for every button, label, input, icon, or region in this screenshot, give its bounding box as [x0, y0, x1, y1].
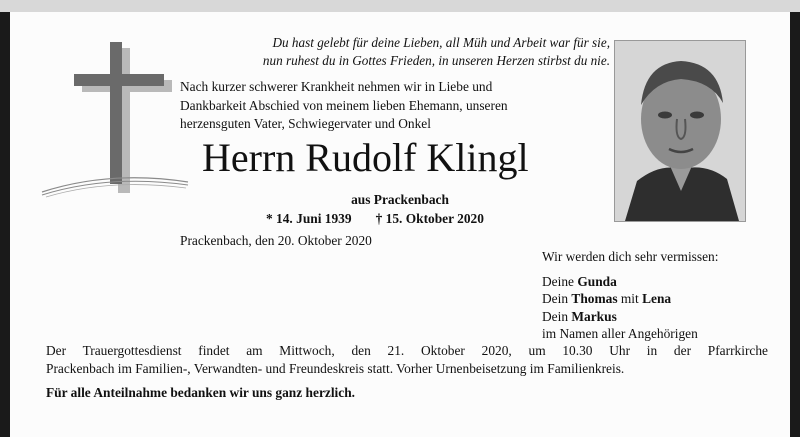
deceased-name: Herrn Rudolf Klingl	[202, 135, 529, 180]
mourner-name: Lena	[642, 291, 672, 307]
place-and-date: Prackenbach, den 20. Oktober 2020	[180, 233, 372, 248]
mourner-name: Markus	[571, 308, 617, 324]
mourners-heading: Wir werden dich sehr vermissen:	[542, 249, 719, 264]
cross-icon-horizontal-beam	[74, 74, 164, 86]
poem-line: Du hast gelebt für deine Lieben, all Müh und Arbeit war für sie,	[272, 35, 610, 50]
mourner-name: Gunda	[577, 274, 617, 290]
top-cropped-strip	[0, 0, 800, 12]
portrait-photo	[614, 40, 746, 222]
mourner-line	[542, 273, 782, 290]
life-dates	[266, 211, 586, 227]
obituary-notice	[10, 12, 790, 437]
poem-verse	[180, 34, 610, 69]
portrait-image	[615, 41, 745, 221]
mourner-prefix: Deine	[542, 274, 574, 290]
intro-line: herzensguten Vater, Schwiegervater und Onkel	[180, 116, 431, 131]
intro-line: Dankbarkeit Abschied von meinem lieben Ehemann, unseren	[180, 97, 508, 113]
death-date: † 15. Oktober 2020	[375, 211, 484, 226]
mourner-line	[542, 308, 782, 325]
thanks-line: Für alle Anteilnahme bedanken wir uns ganz herzlich.	[46, 385, 356, 400]
mourner-prefix: Dein	[542, 291, 569, 307]
mourner-name: Thomas	[571, 291, 618, 307]
mourner-joiner: mit	[620, 291, 639, 307]
intro-text	[180, 78, 620, 134]
poem-line: nun ruhest du in Gottes Frieden, in unseren Herzen stirbst du nie.	[262, 52, 610, 68]
mourners-list	[542, 248, 782, 342]
horizon-lines-icon	[40, 162, 190, 198]
mourner-line	[542, 290, 782, 307]
deceased-origin: aus Prackenbach	[351, 192, 449, 207]
service-line: Prackenbach im Familien-, Verwandten- und Freundeskreis statt. Vorher Urnenbeisetzung im Familienkreis.	[46, 361, 625, 376]
mourner-prefix: Dein	[542, 308, 569, 324]
mourners-closing: im Namen aller Angehörigen	[542, 325, 698, 341]
service-line: Der Trauergottesdienst findet am Mittwoch, den 21. Oktober 2020, um 10.30 Uhr in der Pfarrkirche	[46, 343, 768, 358]
birth-date: * 14. Juni 1939	[266, 211, 352, 226]
intro-line: Nach kurzer schwerer Krankheit nehmen wir in Liebe und	[180, 79, 493, 94]
service-announcement	[46, 342, 768, 378]
